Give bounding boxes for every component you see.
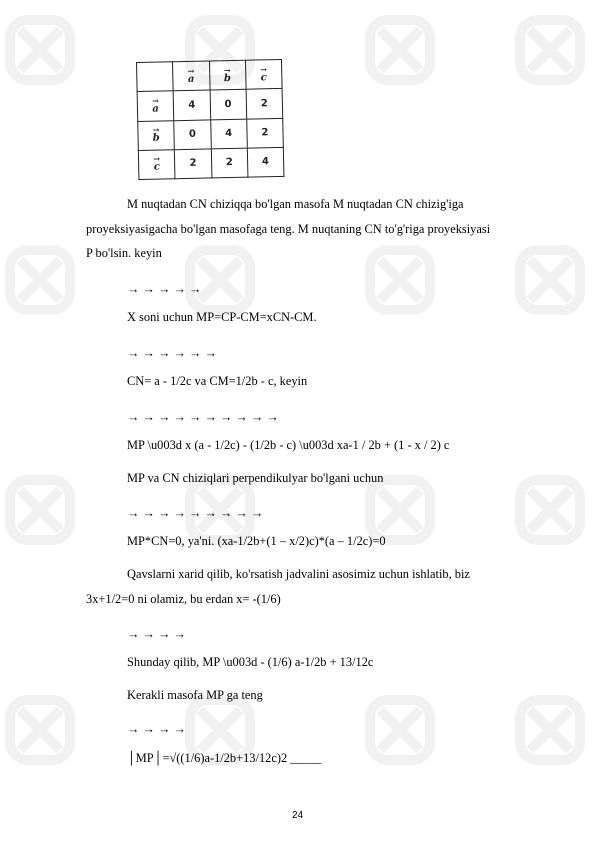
vector-arrows: → → → → → → → → → bbox=[127, 506, 264, 520]
vector-arrows: → → → → → → → → → → bbox=[127, 410, 279, 424]
table-corner-cell bbox=[137, 62, 174, 92]
table-cell: 2 bbox=[175, 149, 212, 179]
equation-line: MP \u003d x (a - 1/2c) - (1/2b - c) \u003d xa-1 / 2b + (1 - x / 2) c bbox=[127, 438, 450, 452]
table-cell: 2 bbox=[246, 89, 283, 119]
table-cell: 2 bbox=[211, 148, 248, 178]
table-header-row bbox=[137, 59, 283, 91]
table-cell: 2 bbox=[246, 118, 283, 148]
text-line: MP va CN chiziqlari perpendikulyar bo'lgani uchun bbox=[127, 471, 384, 485]
watermark-tile-12 bbox=[520, 480, 580, 540]
table-cell: 4 bbox=[173, 90, 210, 120]
table-header-c: → c bbox=[245, 59, 282, 89]
watermark-tile-11 bbox=[370, 480, 430, 540]
text-line: Kerakli masofa MP ga teng bbox=[127, 688, 263, 702]
page-number: 24 bbox=[291, 810, 304, 821]
watermark-tile-16 bbox=[520, 700, 580, 760]
table-row-label: → a bbox=[137, 91, 174, 121]
vector-arrow: → bbox=[152, 124, 160, 135]
vector-arrows: → → → → bbox=[127, 722, 186, 736]
vector-arrow: → bbox=[260, 63, 267, 75]
equation-line: Shunday qilib, MP \u003d - (1/6) a-1/2b + 13/12c bbox=[127, 655, 374, 669]
watermark-tile-9 bbox=[10, 480, 70, 540]
vector-arrow: → bbox=[223, 64, 231, 75]
vector-arrows: → → → → → bbox=[127, 282, 202, 296]
dot-product-table bbox=[136, 59, 284, 180]
equation-line: │MP│=√((1/6)a-1/2b+13/12c)2 _____ bbox=[127, 751, 322, 765]
table-header-b: → b bbox=[209, 60, 246, 90]
text-line: Qavslarni xarid qilib, ko'rsatish jadvalini asosimiz uchun ishlatib, biz bbox=[127, 567, 470, 581]
watermark-tile-5 bbox=[10, 250, 70, 310]
dot-product-table-image bbox=[130, 58, 286, 184]
table-row-label: → c bbox=[138, 149, 175, 179]
text-line: CN= a - 1/2c va CM=1/2b - c, keyin bbox=[127, 374, 308, 388]
table-cell: 4 bbox=[247, 147, 284, 177]
watermark-tile-4 bbox=[520, 20, 580, 80]
text-line: M nuqtadan CN chiziqqa bo'lgan masofa M nuqtadan CN chizig'iga bbox=[127, 197, 464, 211]
vector-arrows: → → → → → → bbox=[127, 346, 217, 360]
table-header-a: → a bbox=[173, 61, 210, 91]
table-cell: 0 bbox=[210, 89, 247, 119]
text-line: proyeksiyasigacha bo'lgan masofaga teng. M nuqtaning CN to'g'riga proyeksiyasi bbox=[86, 222, 491, 236]
table-row bbox=[138, 118, 284, 150]
text-line: X soni uchun MP=CP-CM=xCN-CM. bbox=[127, 310, 317, 324]
vector-arrow: → bbox=[153, 153, 161, 165]
vector-arrow: → bbox=[151, 95, 159, 106]
text-line: P bo'lsin. keyin bbox=[86, 246, 162, 260]
table-row bbox=[137, 89, 283, 121]
watermark-tile-15 bbox=[370, 700, 430, 760]
text-line: 3x+1/2=0 ni olamiz, bu erdan x= -(1/6) bbox=[86, 592, 281, 606]
watermark-tile-6 bbox=[190, 250, 250, 310]
equation-line: MP*CN=0, ya'ni. (xa-1/2b+(1 – x/2)c)*(a – 1/2c)=0 bbox=[127, 534, 386, 548]
watermark-tile-7 bbox=[370, 250, 430, 310]
table-row-label: → b bbox=[138, 120, 175, 150]
watermark-tile-1 bbox=[10, 20, 70, 80]
table-row bbox=[138, 147, 284, 179]
table-cell: 4 bbox=[210, 119, 247, 149]
watermark-tile-8 bbox=[520, 250, 580, 310]
watermark-tile-13 bbox=[10, 700, 70, 760]
vector-arrows: → → → → bbox=[127, 627, 186, 641]
watermark-tile-3 bbox=[370, 20, 430, 80]
table-cell: 0 bbox=[174, 119, 211, 149]
vector-arrow: → bbox=[187, 65, 195, 76]
